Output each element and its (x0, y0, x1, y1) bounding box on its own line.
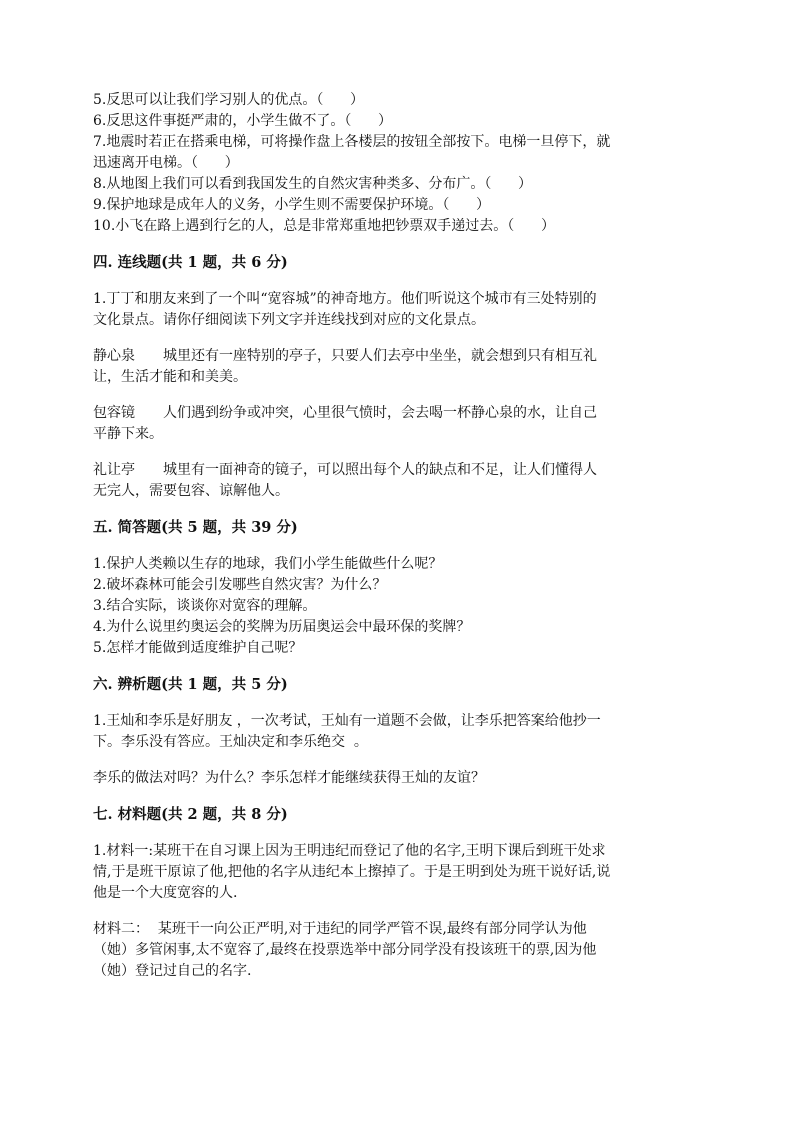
matching-term[interactable]: 包容镜 (93, 405, 135, 421)
matching-desc-cont: 让，生活才能和和美美。 (93, 369, 247, 385)
material-2-line: （她）登记过自己的名字. (93, 963, 252, 979)
document-content (93, 90, 703, 982)
matching-intro-line-1: 1.丁丁和朋友来到了一个叫“宽容城”的神奇地方。他们听说这个城市有三处特别的 (93, 291, 597, 307)
short-answer-item: 5.怎样才能做到适度维护自己呢？ (93, 640, 303, 656)
matching-term[interactable]: 静心泉 (93, 348, 135, 364)
matching-desc-cont: 无完人，需要包容、谅解他人。 (93, 483, 289, 499)
analysis-question: 李乐的做法对吗？为什么？李乐怎样才能继续获得王灿的友谊？ (93, 770, 485, 786)
material-1-line: 情,于是班干原谅了他,把他的名字从违纪本上擦掉了。于是王明到处为班干说好话,说 (93, 864, 611, 880)
judgement-item-8: 8.从地图上我们可以看到我国发生的自然灾害种类多、分布广。（ ） (93, 176, 533, 192)
matching-term[interactable]: 礼让亭 (93, 462, 135, 478)
matching-desc-cont: 平静下来。 (93, 426, 163, 442)
matching-pair (93, 403, 703, 445)
material-2-line: 材料二： 某班干一向公正严明,对于违纪的同学严管不误,最终有部分同学认为他 (93, 921, 587, 937)
matching-pair (93, 460, 703, 502)
section-heading-short-answer: 五. 简答题(共 5 题，共 39 分) (93, 519, 298, 536)
judgement-item-5: 5.反思可以让我们学习别人的优点。（ ） (93, 92, 365, 108)
short-answer-item: 4.为什么说里约奥运会的奖牌为历届奥运会中最环保的奖牌？ (93, 619, 471, 635)
matching-desc[interactable]: 城里还有一座特别的亭子，只要人们去亭中坐坐，就会想到只有相互礼 (163, 348, 597, 364)
matching-pair (93, 346, 703, 388)
material-2-line: （她）多管闲事,太不宽容了,最终在投票选举中部分同学没有投该班干的票,因为他 (93, 942, 597, 958)
matching-intro-line-2: 文化景点。请你仔细阅读下列文字并连线找到对应的文化景点。 (93, 312, 485, 328)
short-answer-item: 2.破坏森林可能会引发哪些自然灾害？为什么？ (93, 577, 387, 593)
analysis-para-line-2: 下。李乐没有答应。王灿决定和李乐绝交 。 (93, 734, 368, 750)
judgement-items (93, 90, 703, 237)
short-answer-item: 3.结合实际，谈谈你对宽容的理解。 (93, 598, 317, 614)
analysis-para-line-1: 1.王灿和李乐是好朋友 ，一次考试，王灿有一道题不会做，让李乐把答案给他抄一 (93, 713, 601, 729)
judgement-item-6: 6.反思这件事挺严肃的，小学生做不了。（ ） (93, 113, 393, 129)
section-heading-analysis: 六. 辨析题(共 1 题，共 5 分) (93, 676, 288, 693)
matching-desc[interactable]: 人们遇到纷争或冲突，心里很气愤时，会去喝一杯静心泉的水，让自己 (163, 405, 597, 421)
section-heading-material: 七. 材料题(共 2 题，共 8 分) (93, 806, 288, 823)
material-1-line: 1.材料一:某班干在自习课上因为王明违纪而登记了他的名字,王明下课后到班干处求 (93, 843, 606, 859)
material-1-line: 他是一个大度宽容的人. (93, 885, 238, 901)
section-heading-matching: 四. 连线题(共 1 题，共 6 分) (93, 254, 288, 271)
judgement-item-7-cont: 迅速离开电梯。（ ） (93, 155, 239, 171)
judgement-item-9: 9.保护地球是成年人的义务，小学生则不需要保护环境。（ ） (93, 197, 491, 213)
short-answer-item: 1.保护人类赖以生存的地球，我们小学生能做些什么呢？ (93, 556, 443, 572)
judgement-item-7: 7.地震时若正在搭乘电梯，可将操作盘上各楼层的按钮全部按下。电梯一旦停下，就 (93, 134, 611, 150)
matching-desc[interactable]: 城里有一面神奇的镜子，可以照出每个人的缺点和不足，让人们懂得人 (163, 462, 597, 478)
judgement-item-10: 10.小飞在路上遇到行乞的人，总是非常郑重地把钞票双手递过去。（ ） (93, 218, 555, 234)
